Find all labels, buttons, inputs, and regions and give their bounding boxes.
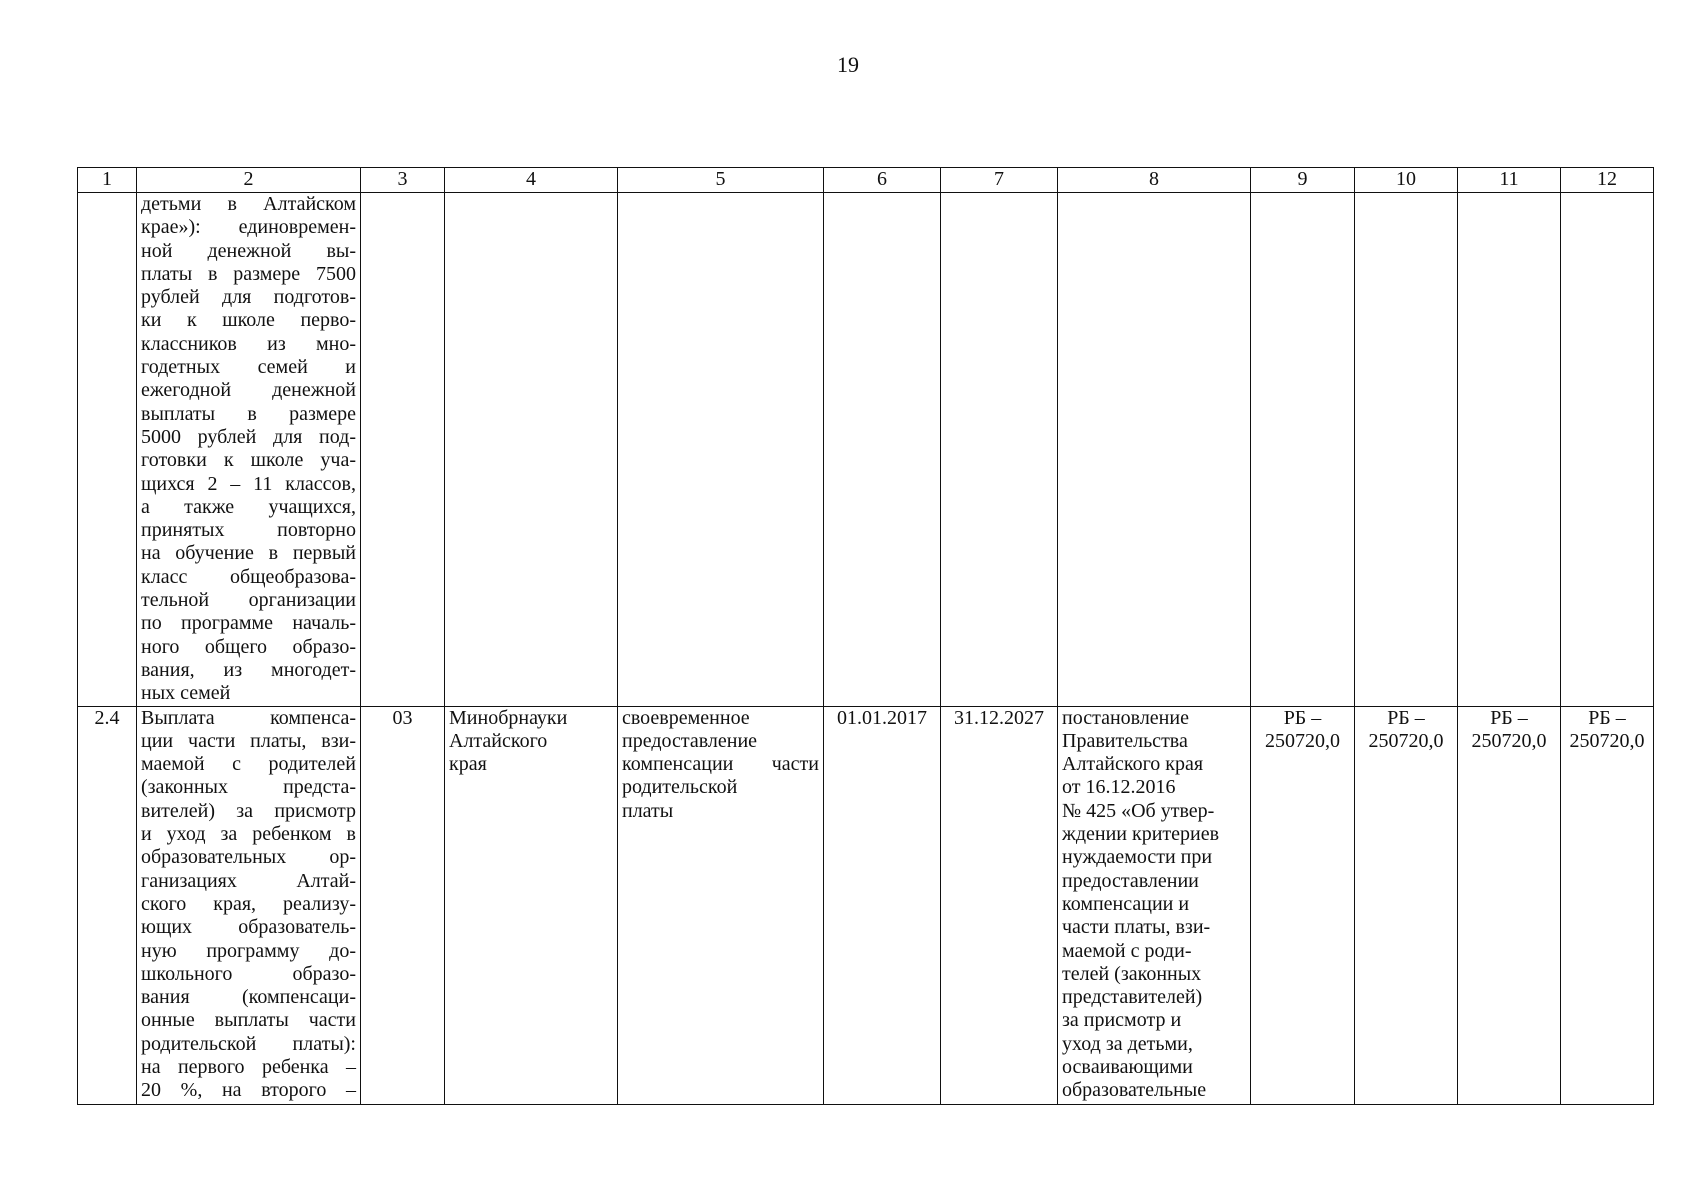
funding-cell-12 [1561,706,1654,1104]
basis-line: от 16.12.2016 [1062,776,1176,799]
header-cell-1: 1 [78,168,137,193]
executor-line: Минобрнауки [449,706,568,729]
name-line: ежегодной денежной [141,379,356,402]
header-cell-3: 3 [361,168,445,193]
header-cell-6: 6 [824,168,941,193]
code-cell: 03 [361,706,445,1104]
basis-line: маемой с роди- [1062,939,1192,962]
row-number-cell: 2.4 [78,706,137,1104]
funding-cell-9 [1251,193,1355,707]
name-line: щихся 2 – 11 классов, [141,472,356,495]
name-line: вания (компенсаци- [141,986,356,1009]
date-start-cell: 01.01.2017 [824,706,941,1104]
name-line: годетных семей и [141,356,356,379]
funding-cell-12 [1561,193,1654,707]
funding-amount: 250720,0 [1265,729,1340,752]
measure-name-cell [137,193,361,707]
funding-source: РБ – [1387,706,1425,729]
name-line: а также учащихся, [141,495,356,518]
column-number-header-row [78,168,1654,193]
header-cell-8: 8 [1058,168,1251,193]
header-cell-12: 12 [1561,168,1654,193]
name-line: ции части платы, взи- [141,729,356,752]
funding-cell-11 [1458,193,1561,707]
basis-cell [1058,193,1251,707]
header-cell-7: 7 [941,168,1058,193]
funding-cell-11 [1458,706,1561,1104]
result-cell [618,706,824,1104]
name-line: ского края, реализу- [141,892,356,915]
name-line: школьного образо- [141,962,356,985]
name-line: онные выплаты части [141,1009,356,1032]
result-line: предоставление [622,729,758,752]
funding-source: РБ – [1588,706,1626,729]
result-cell [618,193,824,707]
name-line: платы в размере 7500 [141,262,356,285]
table-row-continuation [78,193,1654,707]
basis-line: предоставлении [1062,869,1199,892]
basis-line: представителей) [1062,986,1203,1009]
name-line: 5000 рублей для под- [141,425,356,448]
result-line: своевременное [622,706,750,729]
name-line: рублей для подготов- [141,286,356,309]
code-cell [361,193,445,707]
name-line: детьми в Алтайском [141,193,356,215]
name-line: принятых повторно [141,519,356,542]
header-cell-4: 4 [445,168,618,193]
name-line: выплаты в размере [141,402,356,425]
name-line: ного общего образо- [141,635,356,658]
basis-line: № 425 «Об утвер- [1062,799,1215,822]
funding-amount: 250720,0 [1569,729,1645,752]
measure-name-cell [137,706,361,1104]
basis-line: уход за детьми, [1062,1032,1193,1055]
name-line: вителей) за присмотр [141,799,356,822]
name-line: по программе началь- [141,612,356,635]
name-line: готовки к школе уча- [141,449,356,472]
date-end-cell [941,193,1058,707]
result-line: родительской [622,776,738,799]
funding-cell-9 [1251,706,1355,1104]
program-measures-table [77,167,1654,1105]
basis-line: за присмотр и [1062,1009,1182,1032]
funding-source: РБ – [1283,706,1322,729]
funding-amount: 250720,0 [1471,729,1547,752]
basis-line: компенсации и [1062,892,1190,915]
funding-cell-10 [1355,706,1458,1104]
basis-line: телей (законных [1062,962,1202,985]
name-line: класс общеобразова- [141,565,356,588]
funding-source: РБ – [1490,706,1528,729]
basis-line: Правительства [1062,729,1188,752]
name-line: классников из мно- [141,332,356,355]
name-line: родительской платы): [141,1032,356,1055]
executor-cell [445,706,618,1104]
name-line: (законных предста- [141,776,356,799]
executor-line: Алтайского [449,729,548,752]
header-cell-9: 9 [1251,168,1355,193]
funding-amount: 250720,0 [1368,729,1444,752]
name-line: на обучение в первый [141,542,356,565]
table-row-2-4 [78,706,1654,1104]
result-line: платы [622,799,674,822]
header-cell-5: 5 [618,168,824,193]
basis-line: постановление [1062,706,1189,729]
result-line: компенсации части [622,753,819,776]
basis-line: освaивающими [1062,1055,1193,1078]
name-line: ной денежной вы- [141,239,356,262]
name-line: ки к школе перво- [141,309,356,332]
executor-cell [445,193,618,707]
date-start-cell [824,193,941,707]
name-line: образовательных ор- [141,846,356,869]
name-line: ную программу до- [141,939,356,962]
name-line: Выплата компенса- [141,706,356,729]
name-line: 20 %, на второго – [141,1079,356,1102]
name-line: и уход за ребенком в [141,823,356,846]
name-line: тельной организации [141,589,356,612]
row-number-cell [78,193,137,707]
funding-cell-10 [1355,193,1458,707]
page-number: 19 [837,52,859,77]
basis-line: образовательные [1062,1079,1207,1102]
basis-cell [1058,706,1251,1104]
header-cell-2: 2 [137,168,361,193]
header-cell-10: 10 [1355,168,1458,193]
name-line: вания, из многодет- [141,658,356,681]
basis-line: части платы, взи- [1062,916,1211,939]
name-line: на первого ребенка – [141,1055,356,1078]
name-line: крае»): единовремен- [141,216,356,239]
name-line: маемой с родителей [141,753,356,776]
executor-line: края [449,753,487,776]
name-line: ных семей [141,682,231,705]
basis-line: нуждаемости при [1062,846,1213,869]
name-line: ющих образователь- [141,916,356,939]
basis-line: ждении критериев [1062,823,1220,846]
name-line: ганизациях Алтай- [141,869,356,892]
basis-line: Алтайского края [1062,753,1204,776]
date-end-cell: 31.12.2027 [941,706,1058,1104]
header-cell-11: 11 [1458,168,1561,193]
